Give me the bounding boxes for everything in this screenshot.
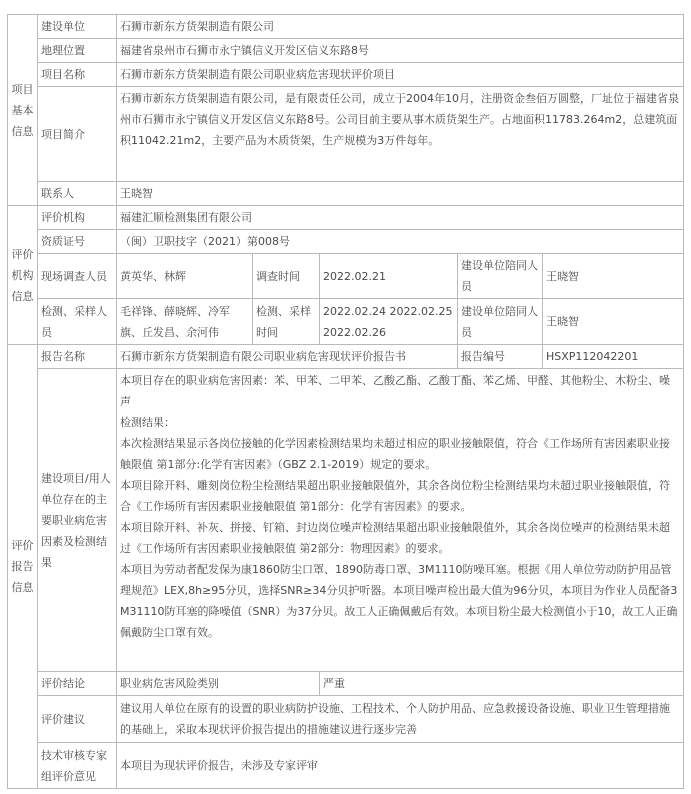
accompany-label: 建设单位陪同人员: [458, 254, 543, 299]
hazard-paragraph: 本项目除开料、雕刻岗位粉尘检测结果超出职业接触限值外，其余各岗位粉尘检测结果均未超过职业接触限值，符合《工作场所有害因素职业接触限值 第1部分：化学有害因素》的要求。: [120, 479, 670, 513]
location-label: 地理位置: [38, 39, 117, 63]
conclusion-label: 评价结论: [38, 672, 117, 696]
expert-value: 本项目为现状评价报告，未涉及专家评审: [117, 743, 684, 789]
category-report-info: 评价报告信息: [8, 345, 38, 789]
intro-value: 石狮市新东方货架制造有限公司，是有限责任公司，成立于2004年10月，注册资金叁佰万圆整，厂址位于福建省泉州市石狮市永宁镇信义开发区信义东路8号。公司目前主要从事木质货架生产。占地面积11783.264m2，总建筑面积11042.21m2，主要产品为木质货架，生产规模为3万件每年。: [117, 87, 684, 182]
hazard-paragraph: 本次检测结果显示各岗位接触的化学因素检测结果均未超过相应的职业接触限值，符合《工作场所有害因素职业接触限值 第1部分:化学有害因素》（GBZ 2.1-2019）规定的要求。: [120, 437, 670, 471]
unit-label: 建设单位: [38, 15, 117, 39]
project-name-value: 石狮市新东方货架制造有限公司职业病危害现状评价项目: [117, 63, 684, 87]
report-name-label: 报告名称: [38, 345, 117, 369]
hazard-paragraph: 本项目除开料、补灰、拼接、钉箱、封边岗位噪声检测结果超出职业接触限值外，其余各岗位噪声的检测结果未超过《工作场所有害因素职业接触限值 第2部分：物理因素》的要求。: [120, 521, 670, 555]
unit-value: 石狮市新东方货架制造有限公司: [117, 15, 684, 39]
hazard-paragraph: 本项目为劳动者配发保为康1860防尘口罩、1890防毒口罩、3M1110防噪耳塞。根据《用人单位劳动防护用品管理规范》LEX,8h≥95分贝，选择SNR≥34分贝护听器。本项目噪声检出最大值为96分贝，本项目为作业人员配备3M31110防耳塞的降噪值（SNR）为37分贝。故工人正确佩戴后有效。本项目粉尘最大检测值小于10，故工人正确佩戴防尘口罩有效。: [120, 563, 678, 639]
hazard-results: [117, 369, 684, 672]
cert-label: 资质证号: [38, 230, 117, 254]
sampling-time-label: 检测、采样时间: [253, 299, 320, 345]
report-name-value: 石狮市新东方货架制造有限公司职业病危害现状评价报告书: [117, 345, 458, 369]
survey-time-value: 2022.02.21: [320, 254, 458, 299]
hazard-paragraph: 本项目存在的职业病危害因素：苯、甲苯、二甲苯、乙酸乙酯、乙酸丁酯、苯乙烯、甲醛、其他粉尘、木粉尘、噪声: [120, 374, 670, 408]
report-no-value: HSXP112042201: [543, 345, 684, 369]
survey-time-label: 调查时间: [253, 254, 320, 299]
cert-value: （闽）卫职技字（2021）第008号: [117, 230, 684, 254]
location-value: 福建省泉州市石狮市永宁镇信义开发区信义东路8号: [117, 39, 684, 63]
sampling-people-value: 毛祥锋、薛晓辉、冷军旗、丘发昌、余河伟: [117, 299, 253, 345]
risk-category-value: 严重: [320, 672, 684, 696]
accompany-value: 王晓智: [543, 254, 684, 299]
survey-people-value: 黄英华、林辉: [117, 254, 253, 299]
project-name-label: 项目名称: [38, 63, 117, 87]
category-org-info: 评价机构信息: [8, 206, 38, 345]
hazard-paragraph: 检测结果：: [120, 416, 175, 429]
org-label: 评价机构: [38, 206, 117, 230]
hazard-label: 建设项目/用人单位存在的主要职业病危害因素及检测结果: [38, 369, 117, 672]
sampling-people-label: 检测、采样人员: [38, 299, 117, 345]
org-value: 福建汇顺检测集团有限公司: [117, 206, 684, 230]
intro-label: 项目简介: [38, 87, 117, 182]
survey-people-label: 现场调查人员: [38, 254, 117, 299]
accompany2-value: 王晓智: [543, 299, 684, 345]
accompany2-label: 建设单位陪同人员: [458, 299, 543, 345]
contact-label: 联系人: [38, 182, 117, 206]
contact-value: 王晓智: [117, 182, 684, 206]
advice-label: 评价建议: [38, 696, 117, 743]
risk-category-label: 职业病危害风险类别: [117, 672, 320, 696]
sampling-time-value: 2022.02.24 2022.02.25 2022.02.26: [320, 299, 458, 345]
project-info-table: [7, 14, 684, 789]
report-no-label: 报告编号: [458, 345, 543, 369]
category-basic-info: 项目基本信息: [8, 15, 38, 206]
advice-value: 建议用人单位在原有的设置的职业病防护设施、工程技术、个人防护用品、应急救援设备设施、职业卫生管理措施的基础上，采取本现状评价报告提出的措施建议进行逐步完善: [117, 696, 684, 743]
expert-label: 技术审核专家组评价意见: [38, 743, 117, 789]
